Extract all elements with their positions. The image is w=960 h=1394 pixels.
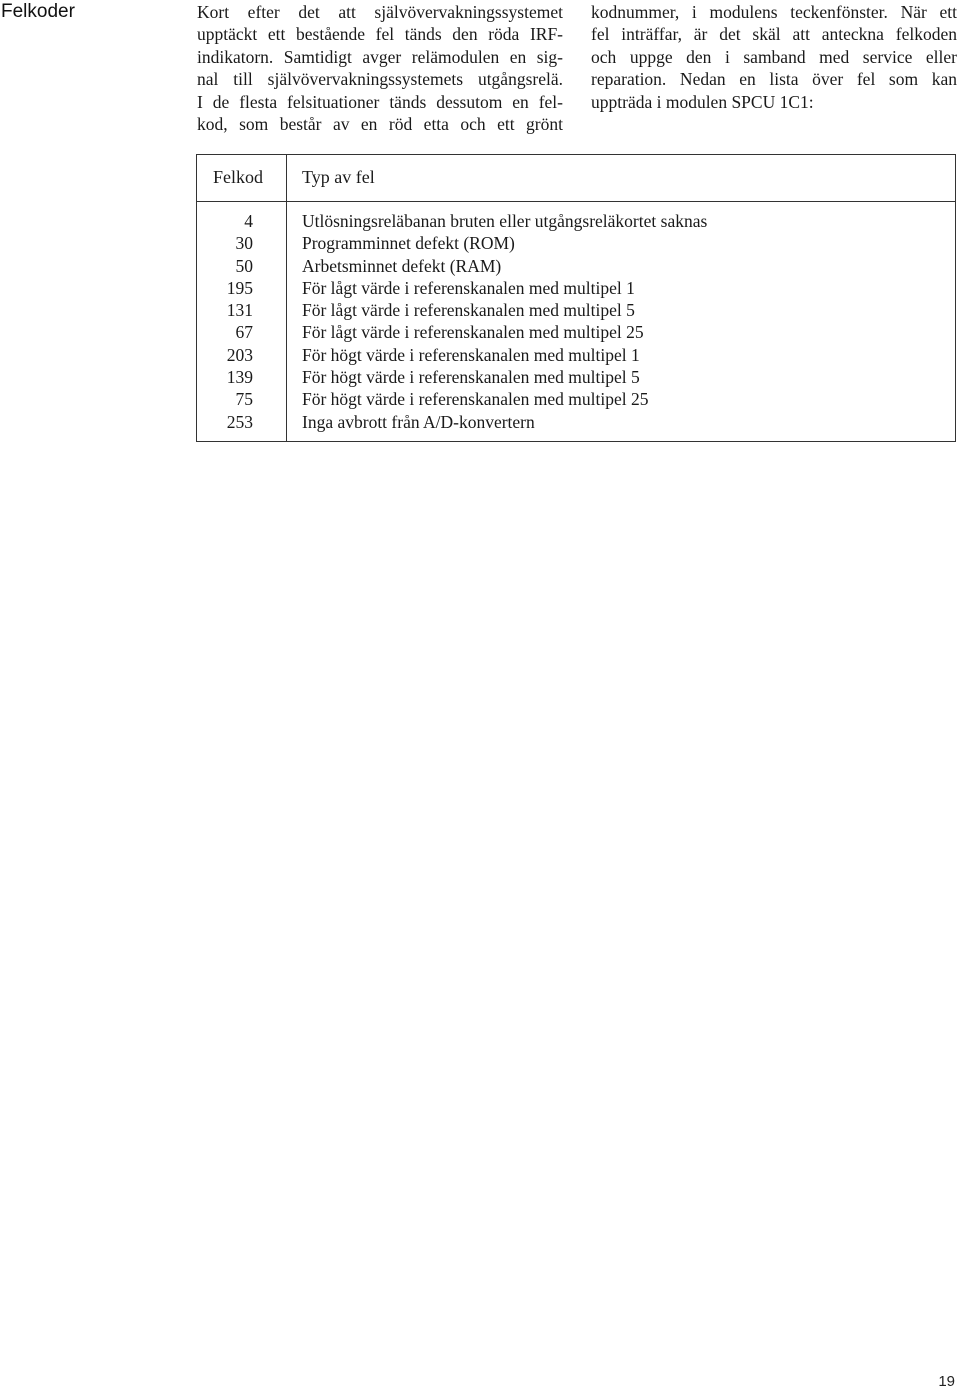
- paragraph-line: uppträda i modulen SPCU 1C1:: [591, 91, 814, 112]
- table-row: [197, 388, 955, 410]
- error-code: 139: [226, 367, 253, 388]
- error-code: 195: [226, 277, 253, 298]
- paragraph-line: och uppge den i samband med service eller: [591, 46, 957, 67]
- table-header-divider: [197, 201, 955, 202]
- header-felkod: Felkod: [213, 167, 264, 187]
- error-description: För lågt värde i referenskanalen med multipel 1: [302, 277, 635, 298]
- error-description: Utlösningsreläbanan bruten eller utgångsreläkortet saknas: [302, 211, 708, 231]
- table-row: [197, 210, 955, 232]
- table-row: [197, 366, 955, 388]
- paragraph-line: I de flesta felsituationer tänds dessutom en fel-: [197, 91, 563, 112]
- table-row: [197, 277, 955, 299]
- error-code: 50: [235, 255, 253, 276]
- section-title: Felkoder: [1, 1, 75, 22]
- paragraph-line: kod, som består av en röd etta och ett grönt: [197, 114, 563, 134]
- header-typ-av-fel: Typ av fel: [302, 167, 375, 187]
- error-description: För lågt värde i referenskanalen med multipel 5: [302, 300, 635, 321]
- error-code: 253: [226, 411, 253, 432]
- error-code-table: [196, 154, 956, 442]
- error-description: Programminnet defekt (ROM): [302, 233, 515, 254]
- table-row: [197, 344, 955, 366]
- table-row: [197, 232, 955, 254]
- error-code: 4: [244, 211, 253, 231]
- error-code: 67: [235, 322, 253, 343]
- paragraph-line: Kort efter det att självövervakningssystemet: [197, 2, 563, 22]
- paragraph-line: kodnummer, i modulens teckenfönster. När ett: [591, 2, 957, 22]
- table-row: [197, 321, 955, 343]
- error-code: 75: [235, 389, 253, 410]
- error-description: För högt värde i referenskanalen med multipel 5: [302, 367, 640, 388]
- error-description: För högt värde i referenskanalen med multipel 1: [302, 344, 640, 365]
- error-description: Arbetsminnet defekt (RAM): [302, 255, 502, 276]
- table-row: [197, 299, 955, 321]
- error-code: 203: [226, 344, 253, 365]
- error-description: För högt värde i referenskanalen med multipel 25: [302, 389, 649, 410]
- error-description: För lågt värde i referenskanalen med multipel 25: [302, 322, 644, 343]
- paragraph-line: nal till självövervakningssystemets utgångsrelä.: [197, 69, 563, 90]
- paragraph-line: indikatorn. Samtidigt avger relämodulen en sig-: [197, 46, 563, 67]
- paragraph-line: reparation. Nedan en lista över fel som kan: [591, 69, 957, 90]
- table-row: [197, 255, 955, 277]
- paragraph-line: fel inträffar, är det skäl att anteckna felkoden: [591, 24, 957, 45]
- error-code: 30: [235, 233, 253, 254]
- error-description: Inga avbrott från A/D-konvertern: [302, 411, 535, 432]
- page-number: 19: [938, 1373, 955, 1390]
- paragraph-line: upptäckt ett bestående fel tänds den röda IRF-: [197, 24, 563, 45]
- error-code: 131: [226, 300, 253, 321]
- table-body: [197, 210, 955, 433]
- table-row: [197, 411, 955, 433]
